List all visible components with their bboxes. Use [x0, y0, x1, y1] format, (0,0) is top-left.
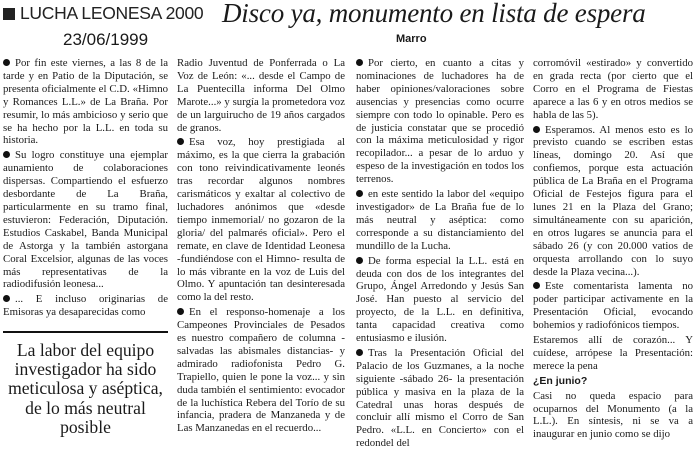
paragraph — [177, 57, 345, 134]
paragraph-text: corromóvil «estirado» y convertido en grada recta (por cierto que el Corro en el Programa de Fiestas aparece a las 6 y en otros medios se habla de las 5). — [533, 57, 693, 121]
bullet-icon — [177, 138, 184, 145]
column-1 — [3, 57, 168, 329]
column-4 — [533, 57, 693, 457]
paragraph — [533, 124, 693, 279]
paragraph-text: Casi no queda espacio para ocuparnos del Monumento (a la L.L.). En síntesis, ni se va a inaugurar en junio como se dijo — [533, 389, 693, 441]
paragraph-text: Su logro constituye una ejemplar aunamiento de colaboraciones dispersas. Compartiendo el esfuerzo desbordante de La Braña, particularmente en su tramo final, estuvieron: Federación, Diputación. Estudios Caskabel, Banda Municipal de Astorga y la también astorgana Coral Excelsior, algunas de las voces más representativas de la radiodifusión leonesa... — [3, 149, 168, 291]
bullet-icon — [533, 126, 540, 133]
paragraph-text: En el responso-homenaje a los Campeones Provinciales de Pesados es nuestro compañero de columna -salvadas las abismales distancias- y admirado radiofonista Pedro G. Trapiello, quien le pone la voz... y sin duda también el sentimiento: evocador de la luchística Rebera del Torío de su infancia, pradera de Manzaneda y de Las Manzanedas en el recuerdo... — [177, 306, 345, 435]
bullet-icon — [177, 308, 184, 315]
paragraph — [356, 347, 524, 450]
paragraph — [356, 255, 524, 345]
paragraph — [533, 280, 693, 332]
bullet-icon — [356, 190, 363, 197]
paragraph-text: De forma especial la L.L. está en deuda con dos de los integrantes del Grupo, Ángel Arredondo y Jesús San José. Han puesto al servicio del proyecto, de la L.L. en definitiva, tanta capacidad creativa como entusiasmo e ilusión. — [356, 254, 524, 345]
paragraph — [533, 334, 693, 373]
paragraph — [533, 390, 693, 442]
byline: Marro — [396, 33, 427, 45]
paragraph — [3, 293, 168, 319]
publication-date: 23/06/1999 — [63, 30, 149, 49]
paragraph — [533, 57, 693, 122]
paragraph — [3, 57, 168, 147]
paragraph-text: Por cierto, en cuanto a citas y nominaciones de luchadores ha de haber opiniones/valoraciones sobre ausencias y presencias como ocurre siempre con todo lo opinable. Pero es de justicia constatar que se procedió con la máxima meticulosidad y rigor recopilador... a pesar de lo arduo y espeso de la investigación en todos los terrenos. — [356, 57, 524, 186]
paragraph-text: Esa voz, hoy prestigiada al máximo, es la que cierra la grabación con tono reivindicativamente leonés tras recordar algunos nombres carismáticos y exaltar al colectivo de luchadores anónimos que «desde tiempo inmemorial/ no gozaron de la gloria/ del palmarés oficial». Pero el remate, en clave de Identidad Leonesa -fundiéndose con el Himno- resulta de lo más vibrante en la voz de Luis del Olmo. Y apuntación tan desinteresada como la del resto. — [177, 136, 345, 304]
paragraph-text: Este comentarista lamenta no poder participar activamente en la Presentación Oficial, evocando bohemios y radiofónicos tiempos. — [533, 280, 693, 332]
paragraph — [356, 57, 524, 186]
paragraph-text: Estaremos allí de corazón... Y cuídese, arrópese la Presentación: merece la pena — [533, 334, 693, 372]
bullet-icon — [533, 282, 540, 289]
column-3 — [356, 57, 524, 457]
paragraph — [177, 306, 345, 435]
paragraph — [3, 149, 168, 291]
headline: Disco ya, monumento en lista de espera — [222, 0, 646, 28]
pull-quote: La labor del equipo investigador ha sido meticulosa y aséptica, de lo más neutral posible — [3, 331, 168, 437]
article-header — [0, 0, 696, 52]
paragraph-text: Por fin este viernes, a las 8 de la tarde y en Patio de la Diputación, se presenta oficialmente el C.D. «Himno y Romances L.L.» de La Braña. Por resumir, lo más ambicioso y serio que se ha hecho por la L.L. en toda su historia. — [3, 57, 168, 147]
bullet-icon — [356, 257, 363, 264]
masthead-text: LUCHA LEONESA 2000 — [20, 3, 204, 23]
bullet-icon — [3, 59, 10, 66]
section-masthead — [3, 3, 203, 24]
paragraph-text: Radio Juventud de Ponferrada o La Voz de León: «... desde el Campo de La Puentecilla informa Del Olmo Marote...» y surgía la prometedora voz de un larguirucho de 19 años cargados de granos. — [177, 57, 345, 134]
subheading: ¿En junio? — [533, 374, 588, 387]
paragraph-text: en este sentido la labor del «equipo investigador» de La Braña fue de lo más neutral y aséptica: como corresponde a su distanciamiento del mundillo de la Lucha. — [356, 188, 524, 252]
paragraph-text: Tras la Presentación Oficial del Palacio de los Guzmanes, a la noche siguiente -sábado 26- la presentación pública y masiva en la plaza de la Catedral unas horas después de concluir allí mismo el Corro de San Pedro. «L.L. en Concierto» con el redondel del — [356, 346, 524, 450]
paragraph-text: ... E incluso originarias de Emisoras ya desaparecidas como — [3, 293, 168, 319]
paragraph-text: Esperamos. Al menos esto es lo previsto cuando se escriben estas líneas, domingo 20. Así que confiemos, porque esta actuación pública de La Braña en el Programa Oficial de Festejos figura para el lunes 21 en la Plaza del Grano; simultáneamente con su aparición, en otros lugares se anuncia para el sábado 26 (y con 20.000 vatios de orquesta arrollando con lo suyo desde la Plaza vecina...). — [533, 123, 693, 278]
paragraph — [177, 136, 345, 304]
bullet-icon — [356, 349, 363, 356]
bullet-icon — [3, 295, 10, 302]
column-2 — [177, 57, 345, 457]
masthead-square-icon — [3, 8, 15, 20]
paragraph — [356, 188, 524, 253]
bullet-icon — [3, 151, 10, 158]
bullet-icon — [356, 59, 363, 66]
